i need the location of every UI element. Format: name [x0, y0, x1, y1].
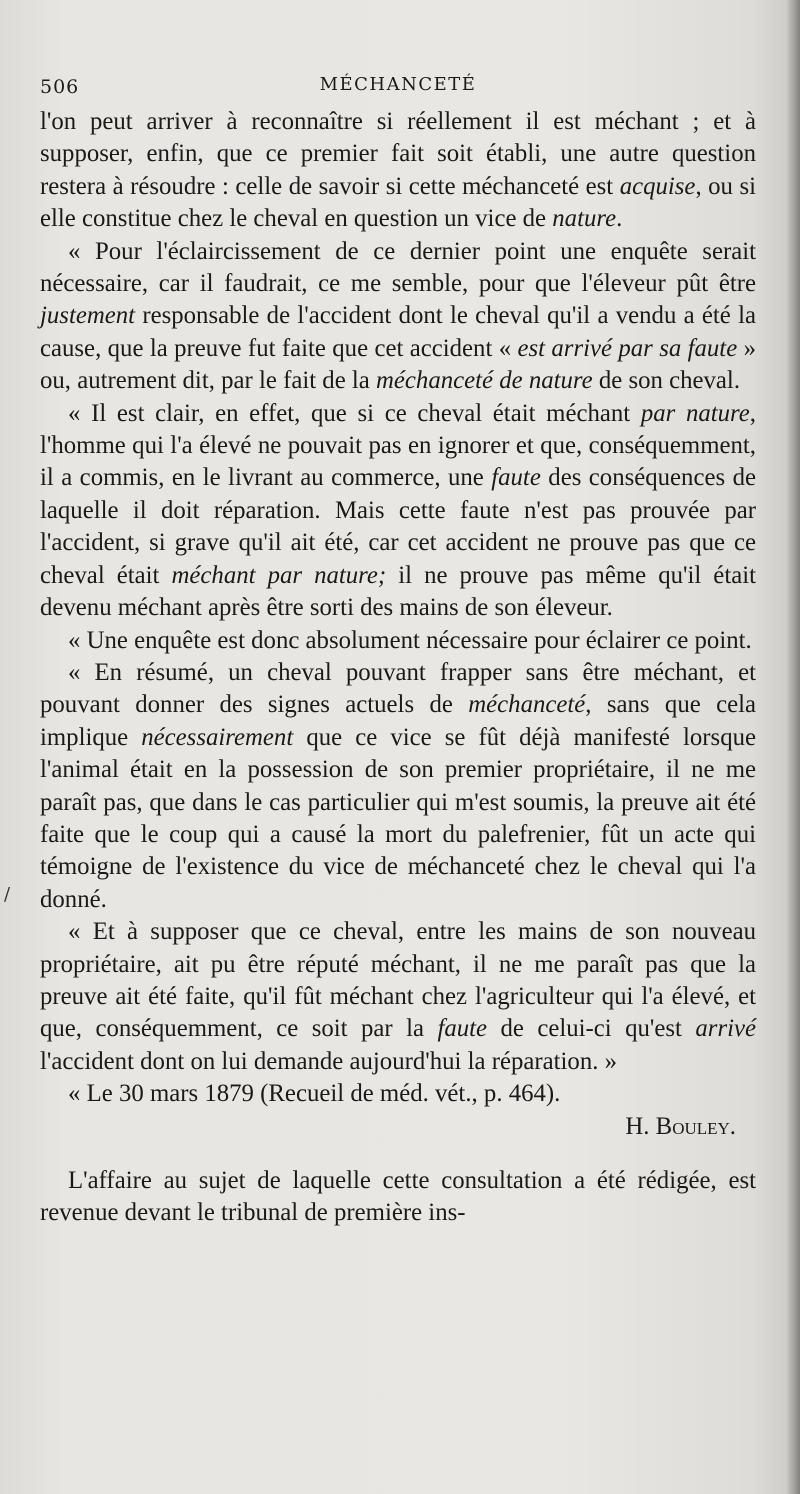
italic-text: faute	[437, 1015, 488, 1043]
text-run: il ne prouve pas même qu'il était devenu méchant après être sorti des mains de son éleveur.	[40, 561, 756, 622]
text-run: « Et à supposer que ce cheval, entre les mains de son nouveau propriétaire, ait pu être réputé méchant, il ne me paraît pas que la preuve ait été faite, qu'il fût méchant chez l'agriculteur qui l'a élevé, et que, conséquemment, ce soit par la	[40, 918, 756, 1043]
paragraph-3	[40, 398, 756, 625]
page-header	[40, 66, 756, 106]
text-run: des conséquences de laquelle il doit réparation. Mais cette faute n'est pas prouvée par l'accident, si grave qu'il ait été, car cet accident ne prouve pas que ce cheval était	[40, 464, 756, 589]
paragraph-7	[40, 1078, 756, 1110]
italic-text: nature	[552, 205, 617, 233]
paragraph-5	[40, 657, 756, 916]
text-run: , sans que cela implique	[40, 691, 756, 751]
running-title: MÉCHANCETÉ	[319, 74, 477, 95]
text-run: » ou, autrement dit, par le fait de la	[40, 334, 756, 395]
closing-text	[40, 1165, 756, 1230]
italic-text: arrivé	[695, 1015, 756, 1043]
italic-text: méchanceté	[468, 691, 586, 719]
italic-text: est arrivé par sa faute	[517, 334, 738, 362]
text-run: « Il est clair, en effet, que si ce cheval était méchant	[68, 399, 641, 427]
body-text	[40, 106, 756, 1111]
text-run: responsable de l'accident dont le cheval qu'il a vendu a été la cause, que la preuve fut faite que cet accident «	[40, 302, 756, 362]
closing-paragraph	[40, 1165, 756, 1230]
signature-initial: H.	[625, 1112, 656, 1140]
text-run: « Pour l'éclaircissement de ce dernier point une enquête serait nécessaire, car il faudrait, ce me semble, pour que l'éleveur pût être	[40, 237, 756, 298]
text-run: , ou si elle constitue chez le cheval en question un vice de	[40, 172, 756, 233]
italic-text: nécessairement	[141, 723, 294, 751]
italic-text: faute	[491, 464, 541, 492]
section-gap	[40, 1143, 756, 1165]
text-run: de son cheval.	[592, 367, 741, 395]
italic-text: méchant par nature;	[171, 561, 387, 589]
text-run: de celui-ci qu'est	[487, 1015, 696, 1043]
page-number: 506	[40, 76, 80, 98]
text-run: que ce vice se fût déjà manifesté lorsque l'animal était en la possession de son premier propriétaire, il ne me paraît pas, que dans le cas particulier qui m'est soumis, la preuve ait été faite que le coup qui a causé la mort du palefrenier, fût un acte qui témoigne de l'existence du vice de méchanceté chez le cheval qui l'a donné.	[40, 723, 756, 913]
italic-text: par nature	[640, 399, 750, 427]
signature-name: Bouley.	[655, 1112, 736, 1140]
signature	[40, 1111, 756, 1143]
italic-text: méchanceté de nature	[376, 367, 593, 395]
italic-text: acquise	[619, 172, 696, 200]
italic-text: justement	[40, 302, 136, 330]
text-run: L'affaire au sujet de laquelle cette consultation a été rédigée, est revenue devant le tribunal de première ins-	[40, 1167, 756, 1227]
paragraph-6	[40, 916, 756, 1078]
text-run: , l'homme qui l'a élevé ne pouvait pas en ignorer et que, conséquemment, il a commis, en le livrant au commerce, une	[40, 399, 756, 492]
paragraph-2	[40, 236, 756, 398]
text-run: l'on peut arriver à reconnaître si réellement il est méchant ; et à supposer, enfin, que ce premier fait soit établi, une autre question restera à résoudre : celle de savoir si cette méchanceté est	[40, 108, 756, 200]
text-run: « Une enquête est donc absolument nécessaire pour éclairer ce point.	[68, 626, 752, 654]
text-run: l'accident dont on lui demande aujourd'hui la réparation. »	[40, 1047, 618, 1075]
text-run: .	[616, 205, 623, 233]
paragraph-1	[40, 106, 756, 236]
margin-mark: /	[4, 884, 11, 905]
text-run: « En résumé, un cheval pouvant frapper sans être méchant, et pouvant donner des signes actuels de	[40, 658, 756, 719]
text-run: « Le 30 mars 1879 (Recueil de méd. vét., p. 464).	[68, 1080, 561, 1108]
paragraph-4	[40, 625, 756, 657]
